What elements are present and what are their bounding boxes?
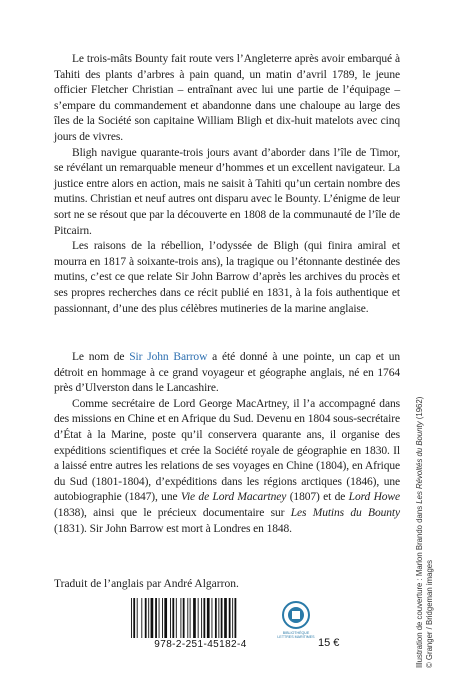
price: 15 €	[318, 637, 340, 649]
credit-text: Illustration de couverture : Marlon Brando dans	[415, 503, 424, 668]
barcode-bar	[148, 598, 149, 638]
author-name-link: Sir John Barrow	[129, 351, 208, 363]
publisher-logo-text: BIBLIOTHÈQUE LETTRES MARITIMES	[277, 631, 315, 639]
film-title: Les Révoltés du Bounty	[415, 421, 424, 504]
barcode-bar	[218, 598, 219, 638]
barcode-bar	[215, 598, 217, 638]
barcode-bar	[190, 598, 191, 638]
bio-text: (1838), ainsi que le précieux documentaire sur	[54, 506, 291, 519]
bio-text: (1831). Sir John Barrow est mort à Londres en 1848.	[54, 522, 292, 535]
barcode	[129, 598, 272, 638]
book-title: Les Mutins du Bounty	[290, 506, 400, 519]
barcode-bar	[172, 598, 174, 638]
credit-line-2: © Granger / Bridgeman images	[425, 559, 434, 668]
barcode-bar	[141, 598, 142, 638]
barcode-bar	[155, 598, 157, 638]
isbn-number: 978-2-251-45182-4	[154, 639, 247, 650]
bio-paragraph-1	[54, 350, 400, 397]
summary-paragraph: Le trois-mâts Bounty fait route vers l’Angleterre après avoir embarqué à Tahiti des plants d’arbres à pain quand, un matin d’avril 1789, le jeune officier Fletcher Christian – entraînant avec lui une partie de l’équipage – s’empare du commandement et abandonne dans une chaloupe au large des îles de la Société son capitaine William Bligh et dix-huit matelots avec cinq jours de vivres.	[54, 53, 400, 143]
barcode-bar	[203, 598, 205, 638]
barcode-area	[129, 598, 349, 656]
translator-credit: Traduit de l’anglais par André Algarron.	[54, 578, 239, 590]
barcode-bar	[201, 598, 202, 638]
barcode-bar	[193, 598, 196, 638]
publisher-logo-icon	[281, 600, 311, 630]
barcode-bar	[180, 598, 181, 638]
barcode-bar	[232, 598, 233, 638]
barcode-bar	[133, 598, 135, 638]
barcode-bar	[221, 598, 223, 638]
barcode-bar	[162, 598, 163, 638]
credit-text: (1962)	[415, 396, 424, 422]
barcode-bar	[212, 598, 213, 638]
barcode-bar	[224, 598, 227, 638]
author-bio	[54, 350, 400, 537]
book-title: Vie de Lord Macartney	[180, 491, 287, 504]
barcode-bar	[207, 598, 210, 638]
barcode-bar	[131, 598, 132, 638]
bio-paragraph-2	[54, 397, 400, 537]
bio-text: (1807) et de	[286, 491, 349, 504]
credit-line-1	[415, 368, 425, 668]
barcode-bar	[164, 598, 167, 638]
barcode-bar	[159, 598, 160, 638]
summary-paragraph: Les raisons de la rébellion, l’odyssée de Bligh (qui finira amiral et mourra en 1817 à soixante-trois ans), la tragique ou l’étonnante destinée des mutins, c’est ce que relate Sir John Barrow d’après les archives du procès et ses propres recherches dans ce récit publié en 1831, à la fois authentique et passionnant, d’une des plus célèbres mutineries de la marine anglaise.	[54, 240, 400, 315]
bio-text: a été donné à une pointe, un cap et un détroit en hommage à ce grand voyageur et géographe anglais, né en 1764 près d’Ulverston dans le Lancashire.	[54, 351, 401, 395]
summary-text	[54, 52, 400, 317]
barcode-bar	[145, 598, 147, 638]
barcode-bar	[198, 598, 199, 638]
barcode-bar	[229, 598, 231, 638]
bio-text: Le nom de	[72, 351, 130, 363]
barcode-bar	[235, 598, 237, 638]
barcode-bar	[151, 598, 154, 638]
barcode-bar	[137, 598, 138, 638]
barcode-bar	[187, 598, 188, 638]
cover-credit	[415, 368, 435, 668]
barcode-bar	[176, 598, 177, 638]
book-title: Lord Howe	[348, 491, 401, 504]
summary-paragraph: Bligh navigue quarante-trois jours avant d’aborder dans l’île de Timor, se révélant un remarquable meneur d’hommes et un excellent navigateur. La justice entre alors en action, mais ne saisit à Tahiti qu’un certain nombre des mutins. Christian et neuf autres ont disparu avec le Bounty. L’énigme de leur sort ne se résout que par la découverte en 1808 de la communauté de l’île de Pitcairn.	[54, 146, 400, 237]
bio-text: Comme secrétaire de Lord George MacArtney, il l’a accompagné dans des missions en Chine et en Afrique du Sud. Devenu en 1804 sous-secrétaire d’État à la Marine, poste qu’il conservera quarante ans, il organise des expéditions scientifiques et crée la Société royale de géographie en 1830. Il a laissé entre autres les relations de ses voyages en Chine (1804), en Afrique du Sud (1801-1804), d’expéditions dans les régions arctiques (1846), une autobiographie (1847), une	[54, 397, 400, 504]
barcode-bar	[183, 598, 185, 638]
barcode-bar	[170, 598, 171, 638]
